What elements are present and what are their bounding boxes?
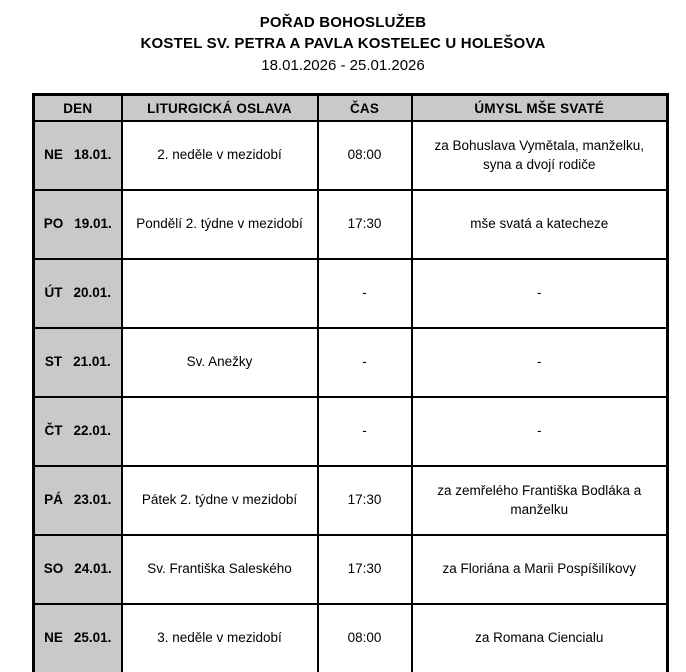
day-date: 20.01. [73, 285, 112, 301]
table-row [34, 328, 668, 397]
liturgical-celebration-cell: Sv. Anežky [122, 328, 318, 397]
table-row [34, 190, 668, 259]
day-date: 23.01. [73, 492, 112, 508]
day-cell [34, 121, 122, 190]
day-abbreviation: PO [43, 216, 64, 232]
week-date-range: 18.01.2026 - 25.01.2026 [261, 57, 425, 74]
day-abbreviation: SO [43, 561, 64, 577]
table-row [34, 466, 668, 535]
mass-intention-cell: za Romana Ciencialu [412, 604, 668, 672]
time-cell: 17:30 [318, 535, 412, 604]
day-cell [34, 259, 122, 328]
day-date: 22.01. [73, 423, 112, 439]
day-date: 21.01. [73, 354, 111, 370]
time-cell: 08:00 [318, 121, 412, 190]
day-abbreviation: ÚT [44, 285, 63, 301]
liturgical-celebration-cell [122, 259, 318, 328]
mass-intention-cell: za zemřelého Františka Bodláka a manželku [412, 466, 668, 535]
document-header [0, 0, 686, 76]
day-abbreviation: ST [44, 354, 63, 370]
table-header-row [34, 95, 668, 122]
column-header-time: ČAS [318, 95, 412, 122]
day-date: 19.01. [74, 216, 112, 232]
mass-intention-cell: - [412, 259, 668, 328]
schedule-body [34, 121, 668, 672]
liturgical-celebration-cell: 3. neděle v mezidobí [122, 604, 318, 672]
day-date: 25.01. [73, 630, 112, 646]
mass-intention-cell: - [412, 328, 668, 397]
time-cell: 17:30 [318, 466, 412, 535]
mass-intention-cell: mše svatá a katecheze [412, 190, 668, 259]
day-date: 24.01. [74, 561, 112, 577]
liturgical-celebration-cell: 2. neděle v mezidobí [122, 121, 318, 190]
column-header-celebration: LITURGICKÁ OSLAVA [122, 95, 318, 122]
day-abbreviation: NE [44, 147, 63, 163]
table-row [34, 259, 668, 328]
mass-schedule-table [32, 93, 669, 672]
day-cell [34, 190, 122, 259]
day-abbreviation: ČT [44, 423, 63, 439]
liturgical-celebration-cell: Sv. Františka Saleského [122, 535, 318, 604]
time-cell: - [318, 259, 412, 328]
time-cell: 17:30 [318, 190, 412, 259]
day-abbreviation: PÁ [44, 492, 63, 508]
day-date: 18.01. [73, 147, 112, 163]
day-cell [34, 535, 122, 604]
liturgical-celebration-cell [122, 397, 318, 466]
column-header-intention: ÚMYSL MŠE SVATÉ [412, 95, 668, 122]
day-cell [34, 397, 122, 466]
table-row [34, 397, 668, 466]
column-header-day: DEN [34, 95, 122, 122]
time-cell: 08:00 [318, 604, 412, 672]
church-name: KOSTEL SV. PETRA A PAVLA KOSTELEC U HOLEŠOVA [140, 35, 546, 52]
table-row [34, 535, 668, 604]
day-cell [34, 604, 122, 672]
liturgical-celebration-cell: Pátek 2. týdne v mezidobí [122, 466, 318, 535]
time-cell: - [318, 397, 412, 466]
time-cell: - [318, 328, 412, 397]
mass-intention-cell: za Bohuslava Vymětala, manželku, syna a dvojí rodiče [412, 121, 668, 190]
mass-intention-cell: - [412, 397, 668, 466]
day-cell [34, 328, 122, 397]
table-row [34, 121, 668, 190]
liturgical-celebration-cell: Pondělí 2. týdne v mezidobí [122, 190, 318, 259]
table-row [34, 604, 668, 672]
mass-intention-cell: za Floriána a Marii Pospíšilíkovy [412, 535, 668, 604]
day-cell [34, 466, 122, 535]
document-title: POŘAD BOHOSLUŽEB [259, 14, 427, 31]
day-abbreviation: NE [44, 630, 63, 646]
